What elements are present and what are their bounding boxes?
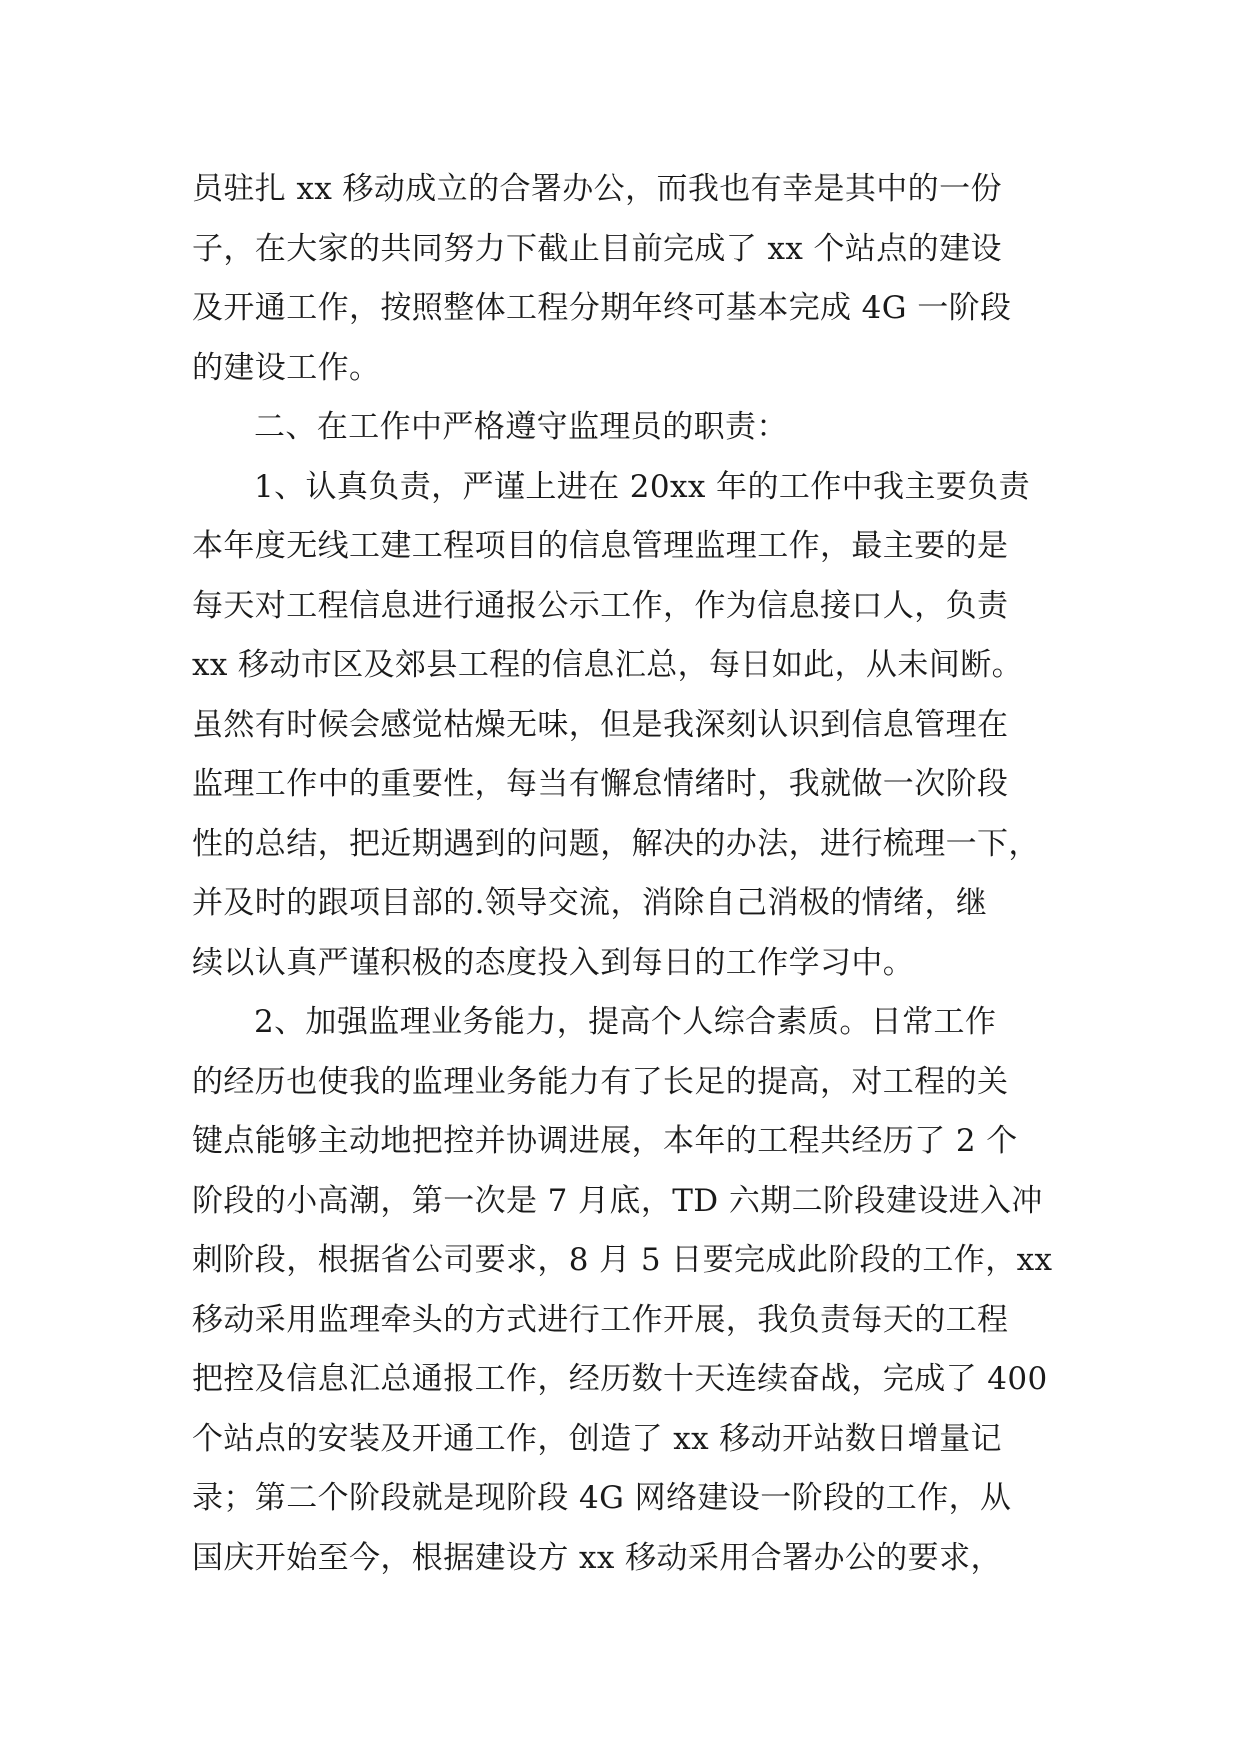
paragraph-start: 2、加强监理业务能力，提高个人综合素质。日常工作 — [254, 1004, 997, 1040]
text-line: 并及时的跟项目部的.领导交流，消除自己消极的情绪，继 — [192, 885, 988, 921]
document-body — [192, 160, 1072, 1588]
text-line: 子，在大家的共同努力下截止目前完成了 xx 个站点的建设 — [192, 230, 1002, 267]
text-line: 把控及信息汇总通报工作，经历数十天连续奋战，完成了 400 — [192, 1361, 1048, 1397]
section-heading: 二、在工作中严格遵守监理员的职责： — [254, 409, 788, 445]
text-line: 每天对工程信息进行通报公示工作，作为信息接口人，负责 — [192, 587, 1009, 624]
paragraph-start: 1、认真负责，严谨上进在 20xx 年的工作中我主要负责 — [254, 468, 1031, 505]
text-line: 虽然有时候会感觉枯燥无味，但是我深刻认识到信息管理在 — [192, 706, 1009, 743]
text-line: 键点能够主动地把控并协调进展，本年的工程共经历了 2 个 — [192, 1123, 1018, 1159]
text-line: 阶段的小高潮，第一次是 7 月底，TD 六期二阶段建设进入冲 — [192, 1182, 1043, 1219]
text-line: 续以认真严谨积极的态度投入到每日的工作学习中。 — [192, 944, 915, 981]
text-line: 本年度无线工建工程项目的信息管理监理工作，最主要的是 — [192, 528, 1009, 564]
text-line: 刺阶段，根据省公司要求，8 月 5 日要完成此阶段的工作，xx — [192, 1242, 1053, 1278]
text-line: 监理工作中的重要性，每当有懈怠情绪时，我就做一次阶段 — [192, 766, 1009, 802]
text-line: 录；第二个阶段就是现阶段 4G 网络建设一阶段的工作，从 — [192, 1480, 1012, 1516]
text-line: xx 移动市区及郊县工程的信息汇总，每日如此，从未间断。 — [192, 647, 1024, 683]
text-line: 个站点的安装及开通工作，创造了 xx 移动开站数日增量记 — [192, 1420, 1002, 1457]
text-line: 及开通工作，按照整体工程分期年终可基本完成 4G 一阶段 — [192, 290, 1012, 326]
text-line: 性的总结，把近期遇到的问题，解决的办法，进行梳理一下， — [192, 825, 1040, 862]
text-line: 的经历也使我的监理业务能力有了长足的提高，对工程的关 — [192, 1063, 1009, 1100]
text-line: 国庆开始至今，根据建设方 xx 移动采用合署办公的要求， — [192, 1539, 1002, 1576]
text-line: 移动采用监理牵头的方式进行工作开展，我负责每天的工程 — [192, 1301, 1009, 1338]
text-line: 的建设工作。 — [192, 349, 381, 386]
text-line: 员驻扎 xx 移动成立的合署办公，而我也有幸是其中的一份 — [192, 171, 1002, 207]
